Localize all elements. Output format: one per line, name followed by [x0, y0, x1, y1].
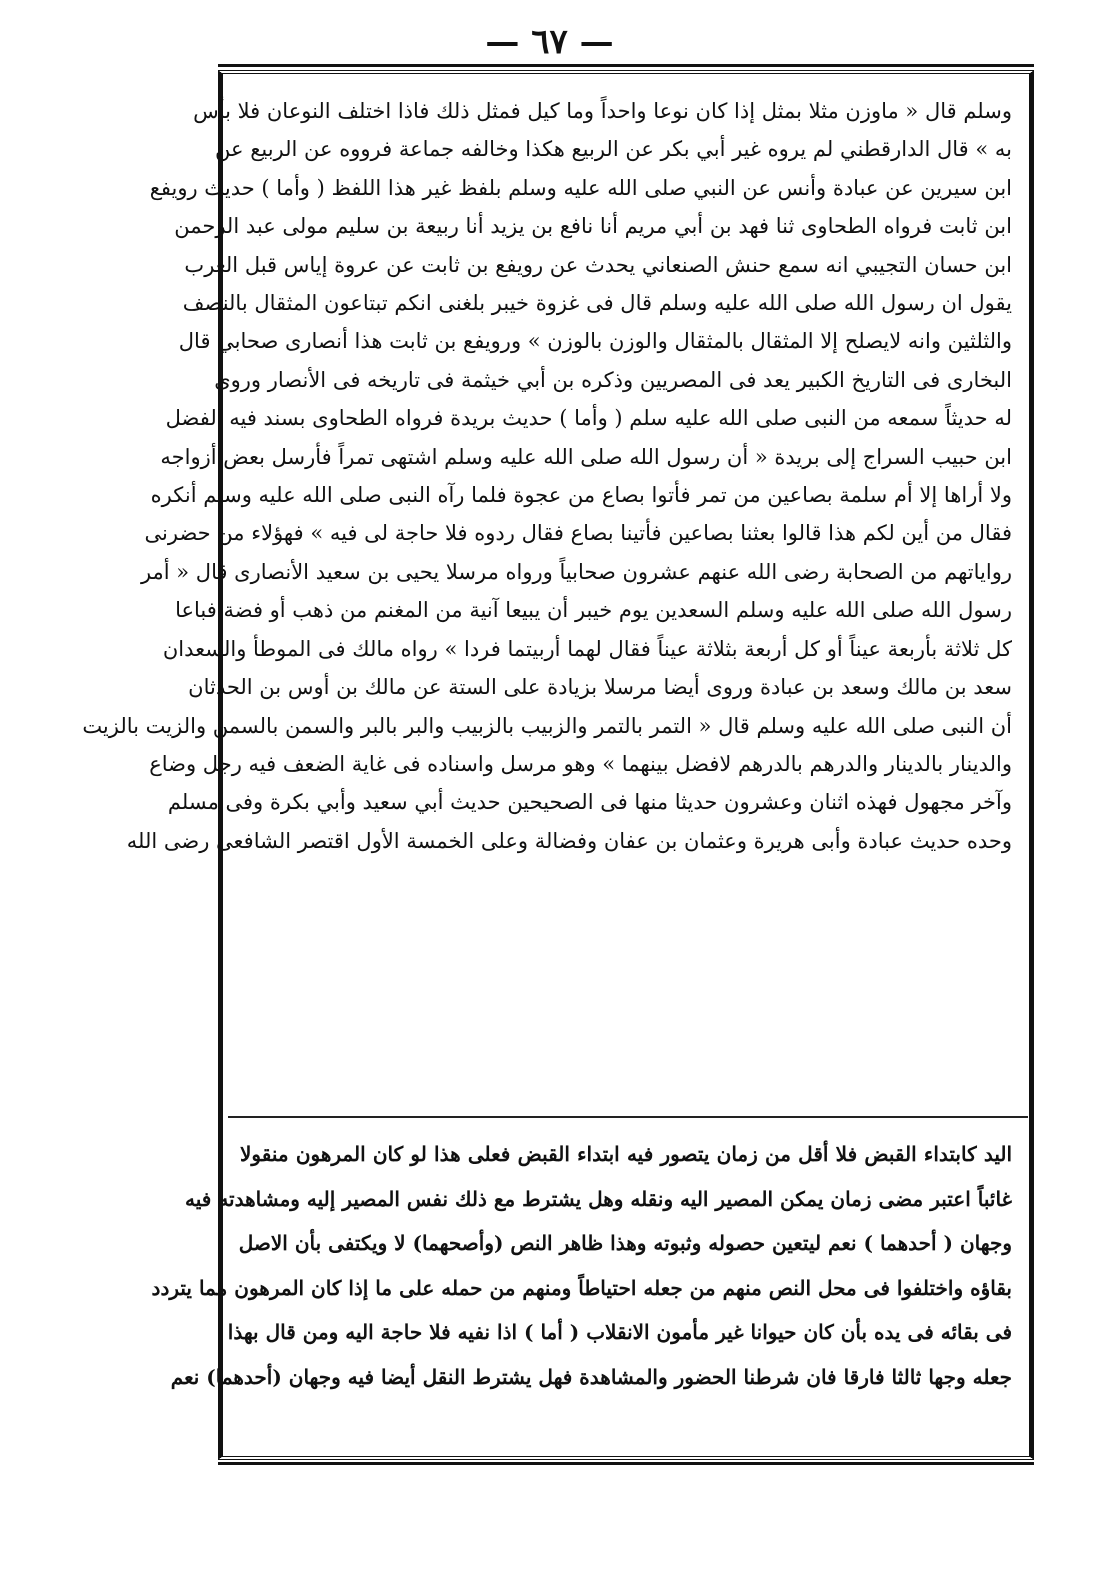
footnote-line: جعله وجها ثالثا فارقا فان شرطنا الحضور والمشاهدة فهل يشترط النقل أيضا فيه وجهان (أحدهما) نعم — [170, 1364, 1012, 1389]
page-number: — ٦٧ — — [485, 22, 614, 62]
footnote-line: فى بقائه فى يده بأن كان حيوانا غير مأمون الانقلاب ( أما ) اذا نفيه فلا حاجة اليه ومن قال بهذا — [227, 1320, 1012, 1344]
text-line: به » قال الدارقطني لم يروه غير أبي بكر عن الربيع هكذا وخالفه جماعة فرووه عن الربيع عن — [215, 137, 1012, 162]
text-line: كل ثلاثة بأربعة عيناً أو كل أربعة بثلاثة عيناً فقال لهما أربيتما فردا » رواه مالك فى الموطأ والسعدان — [162, 636, 1012, 661]
text-line: ابن سيرين عن عبادة وأنس عن النبي صلى الله عليه وسلم بلفظ غير هذا اللفظ ( وأما ) حديث رويفع — [149, 175, 1012, 200]
footnote-line: اليد كابتداء القبض فلا أقل من زمان يتصور فيه ابتداء القبض فعلى هذا لو كان المرهون منقولا — [240, 1142, 1012, 1166]
text-line: له حديثاً سمعه من النبى صلى الله عليه سلم ( وأما ) حديث بريدة فرواه الطحاوى بسند فيه الفضل — [165, 406, 1012, 431]
footnote-text-block — [151, 1132, 1012, 1399]
text-line: ابن حبيب السراج إلى بريدة « أن رسول الله صلى الله عليه وسلم اشتهى تمراً فأرسل بعض أزواجه — [160, 444, 1012, 469]
text-line: وسلم قال « ماوزن مثلا بمثل إذا كان نوعا واحداً وما كيل فمثل ذلك فاذا اختلف النوعان فلا بأس — [193, 99, 1012, 123]
text-line: رسول الله صلى الله عليه وسلم السعدين يوم خيبر أن يبيعا آنية من المغنم من ذهب أو فضة فباعا — [175, 598, 1012, 623]
text-line: والثلثين وانه لايصلح إلا المثقال بالمثقال والوزن بالوزن » ورويفع بن ثابت هذا أنصارى صحابي قال — [178, 329, 1012, 354]
footnote-divider — [228, 1116, 1028, 1118]
text-line: وآخر مجهول فهذه اثنان وعشرون حديثا منها فى الصحيحين حديث أبي سعيد وأبي بكرة وفى مسلم — [167, 790, 1012, 815]
text-line: ابن ثابت فرواه الطحاوى ثنا فهد بن أبي مريم أنا نافع بن يزيد أنا ربيعة بن سليم مولى عبد الرحمن — [174, 214, 1012, 239]
text-line: وحده حديث عبادة وأبى هريرة وعثمان بن عفان وفضالة وعلى الخمسة الأول اقتصر الشافعى رضى الله — [126, 828, 1012, 853]
text-line: رواياتهم من الصحابة رضى الله عنهم عشرون صحابياً ورواه مرسلا يحيى بن سعيد الأنصارى قال « أمر — [140, 559, 1012, 584]
text-line: ولا أراها إلا أم سلمة بصاعين من تمر فأتوا بصاع من عجوة فلما رآه النبى صلى الله عليه وسلم أنكره — [150, 483, 1012, 508]
text-line: البخارى فى التاريخ الكبير يعد فى المصريين وذكره بن أبي خيثمة فى تاريخه فى الأنصار وروى — [214, 367, 1012, 392]
footnote-line: وجهان ( أحدهما ) نعم ليتعين حصوله وثبوته وهذا ظاهر النص (وأصحهما) لا ويكتفى بأن الاصل — [238, 1231, 1012, 1255]
text-line: أن النبى صلى الله عليه وسلم قال « التمر بالتمر والزبيب بالزبيب والبر بالبر والسمن بالسمن والزيت بالزيت — [82, 713, 1012, 738]
text-line: فقال من أين لكم هذا قالوا بعثنا بصاعين فأتينا بصاع فقال ردوه فلا حاجة لى فيه » فهؤلاء من حضرنى — [144, 521, 1012, 546]
footnote-line: غائباً اعتبر مضى زمان يمكن المصير اليه ونقله وهل يشترط مع ذلك نفس المصير إليه ومشاهدته فيه — [185, 1186, 1012, 1211]
main-text-block — [82, 92, 1012, 860]
frame-top-rule — [218, 64, 1034, 67]
frame-bottom-rule — [218, 1462, 1034, 1465]
text-line: ابن حسان التجيبي انه سمع حنش الصنعاني يحدث عن رويفع بن ثابت عن عروة إياس قبل العرب — [184, 252, 1012, 277]
text-line: يقول ان رسول الله صلى الله عليه وسلم قال فى غزوة خيبر بلغنى انكم تبتاعون المثقال بالنصف — [182, 291, 1012, 316]
text-line: سعد بن مالك وسعد بن عبادة وروى أيضا مرسلا بزيادة على الستة عن مالك بن أوس بن الحدثان — [188, 675, 1012, 700]
footnote-line: بقاؤه واختلفوا فى محل النص منهم من جعله احتياطاً ومنهم من حمله على ما إذا كان المرهون مما يتردد — [151, 1275, 1012, 1300]
text-line: والدينار بالدينار والدرهم بالدرهم لافضل بينهما » وهو مرسل واسناده فى غاية الضعف فيه رجل وضاع — [149, 751, 1012, 776]
